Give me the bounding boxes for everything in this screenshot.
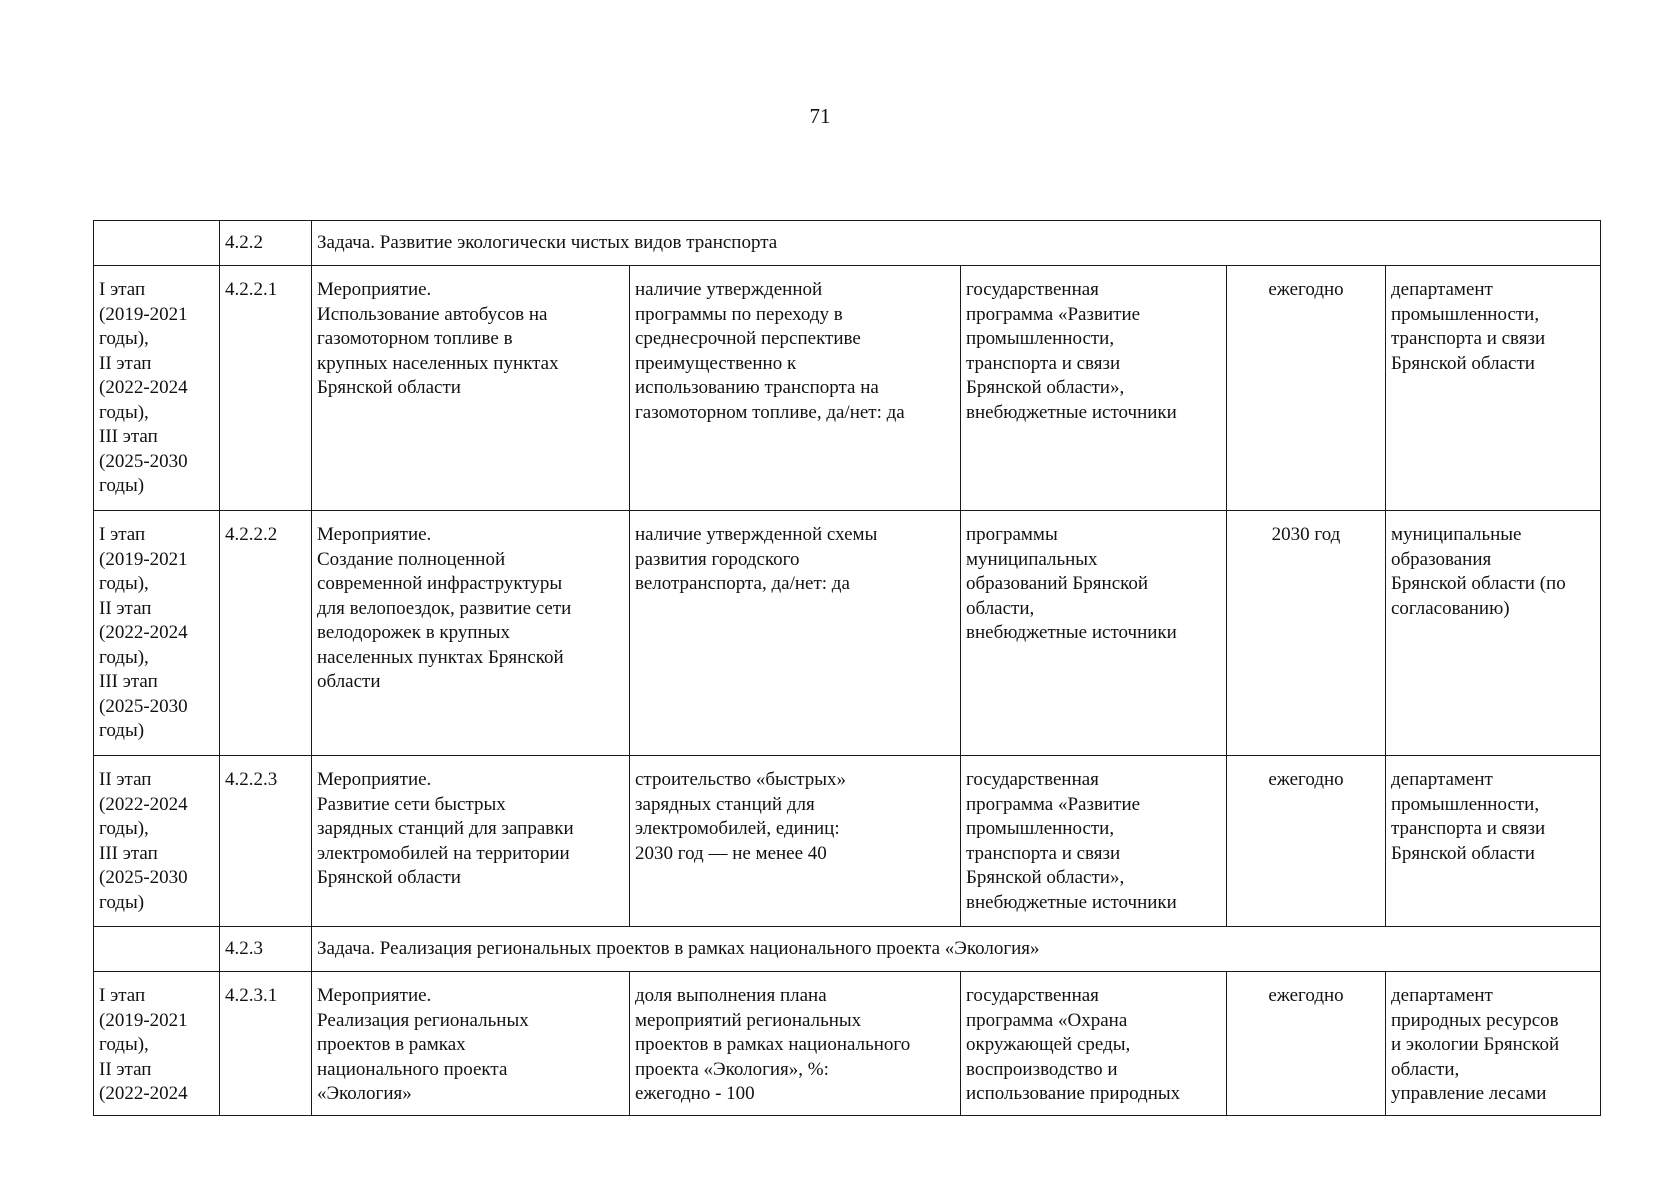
source-cell: государственная программа «Развитие промышленности, транспорта и связи Брянской области», внебюджетные источники <box>961 266 1227 511</box>
indicator-cell: наличие утвержденной программы по переходу в среднесрочной перспективе преимущественно к использованию транспорта на газомоторном топливе, да/нет: да <box>630 266 961 511</box>
executor-cell: департамент природных ресурсов и экологии Брянской области, управление лесами <box>1386 972 1601 1116</box>
table-row <box>94 511 1601 756</box>
page-number: 71 <box>809 104 831 128</box>
task-title: Задача. Реализация региональных проектов в рамках национального проекта «Экология» <box>312 927 1601 972</box>
source-cell: государственная программа «Развитие промышленности, транспорта и связи Брянской области», внебюджетные источники <box>961 756 1227 927</box>
code-cell: 4.2.3.1 <box>220 972 312 1116</box>
indicator-cell: строительство «быстрых» зарядных станций для электромобилей, единиц: 2030 год — не менее 40 <box>630 756 961 927</box>
code-cell: 4.2.2.2 <box>220 511 312 756</box>
task-row <box>94 927 1601 972</box>
table-row <box>94 972 1601 1116</box>
measures-table <box>93 220 1601 1116</box>
indicator-cell: наличие утвержденной схемы развития городского велотранспорта, да/нет: да <box>630 511 961 756</box>
term-cell: ежегодно <box>1227 756 1386 927</box>
table-row <box>94 266 1601 511</box>
stage-cell <box>94 927 220 972</box>
stage-cell: I этап (2019-2021 годы), II этап (2022-2024 <box>94 972 220 1116</box>
task-row <box>94 221 1601 266</box>
code-cell: 4.2.2.1 <box>220 266 312 511</box>
stage-cell: I этап (2019-2021 годы), II этап (2022-2024 годы), III этап (2025-2030 годы) <box>94 266 220 511</box>
executor-cell: департамент промышленности, транспорта и связи Брянской области <box>1386 756 1601 927</box>
table-row <box>94 756 1601 927</box>
task-title: Задача. Развитие экологически чистых видов транспорта <box>312 221 1601 266</box>
measure-cell: Мероприятие. Реализация региональных проектов в рамках национального проекта «Экология» <box>312 972 630 1116</box>
source-cell: программы муниципальных образований Брянской области, внебюджетные источники <box>961 511 1227 756</box>
code-cell: 4.2.2 <box>220 221 312 266</box>
code-cell: 4.2.3 <box>220 927 312 972</box>
source-cell: государственная программа «Охрана окружающей среды, воспроизводство и использование природных <box>961 972 1227 1116</box>
term-cell: ежегодно <box>1227 266 1386 511</box>
code-cell: 4.2.2.3 <box>220 756 312 927</box>
executor-cell: департамент промышленности, транспорта и связи Брянской области <box>1386 266 1601 511</box>
measure-cell: Мероприятие. Использование автобусов на газомоторном топливе в крупных населенных пунктах Брянской области <box>312 266 630 511</box>
term-cell: 2030 год <box>1227 511 1386 756</box>
term-cell: ежегодно <box>1227 972 1386 1116</box>
executor-cell: муниципальные образования Брянской области (по согласованию) <box>1386 511 1601 756</box>
stage-cell: II этап (2022-2024 годы), III этап (2025-2030 годы) <box>94 756 220 927</box>
measure-cell: Мероприятие. Развитие сети быстрых зарядных станций для заправки электромобилей на территории Брянской области <box>312 756 630 927</box>
stage-cell: I этап (2019-2021 годы), II этап (2022-2024 годы), III этап (2025-2030 годы) <box>94 511 220 756</box>
indicator-cell: доля выполнения плана мероприятий региональных проектов в рамках национального проекта «Экология», %: ежегодно - 100 <box>630 972 961 1116</box>
measure-cell: Мероприятие. Создание полноценной современной инфраструктуры для велопоездок, развитие сети велодорожек в крупных населенных пунктах Брянской области <box>312 511 630 756</box>
stage-cell <box>94 221 220 266</box>
